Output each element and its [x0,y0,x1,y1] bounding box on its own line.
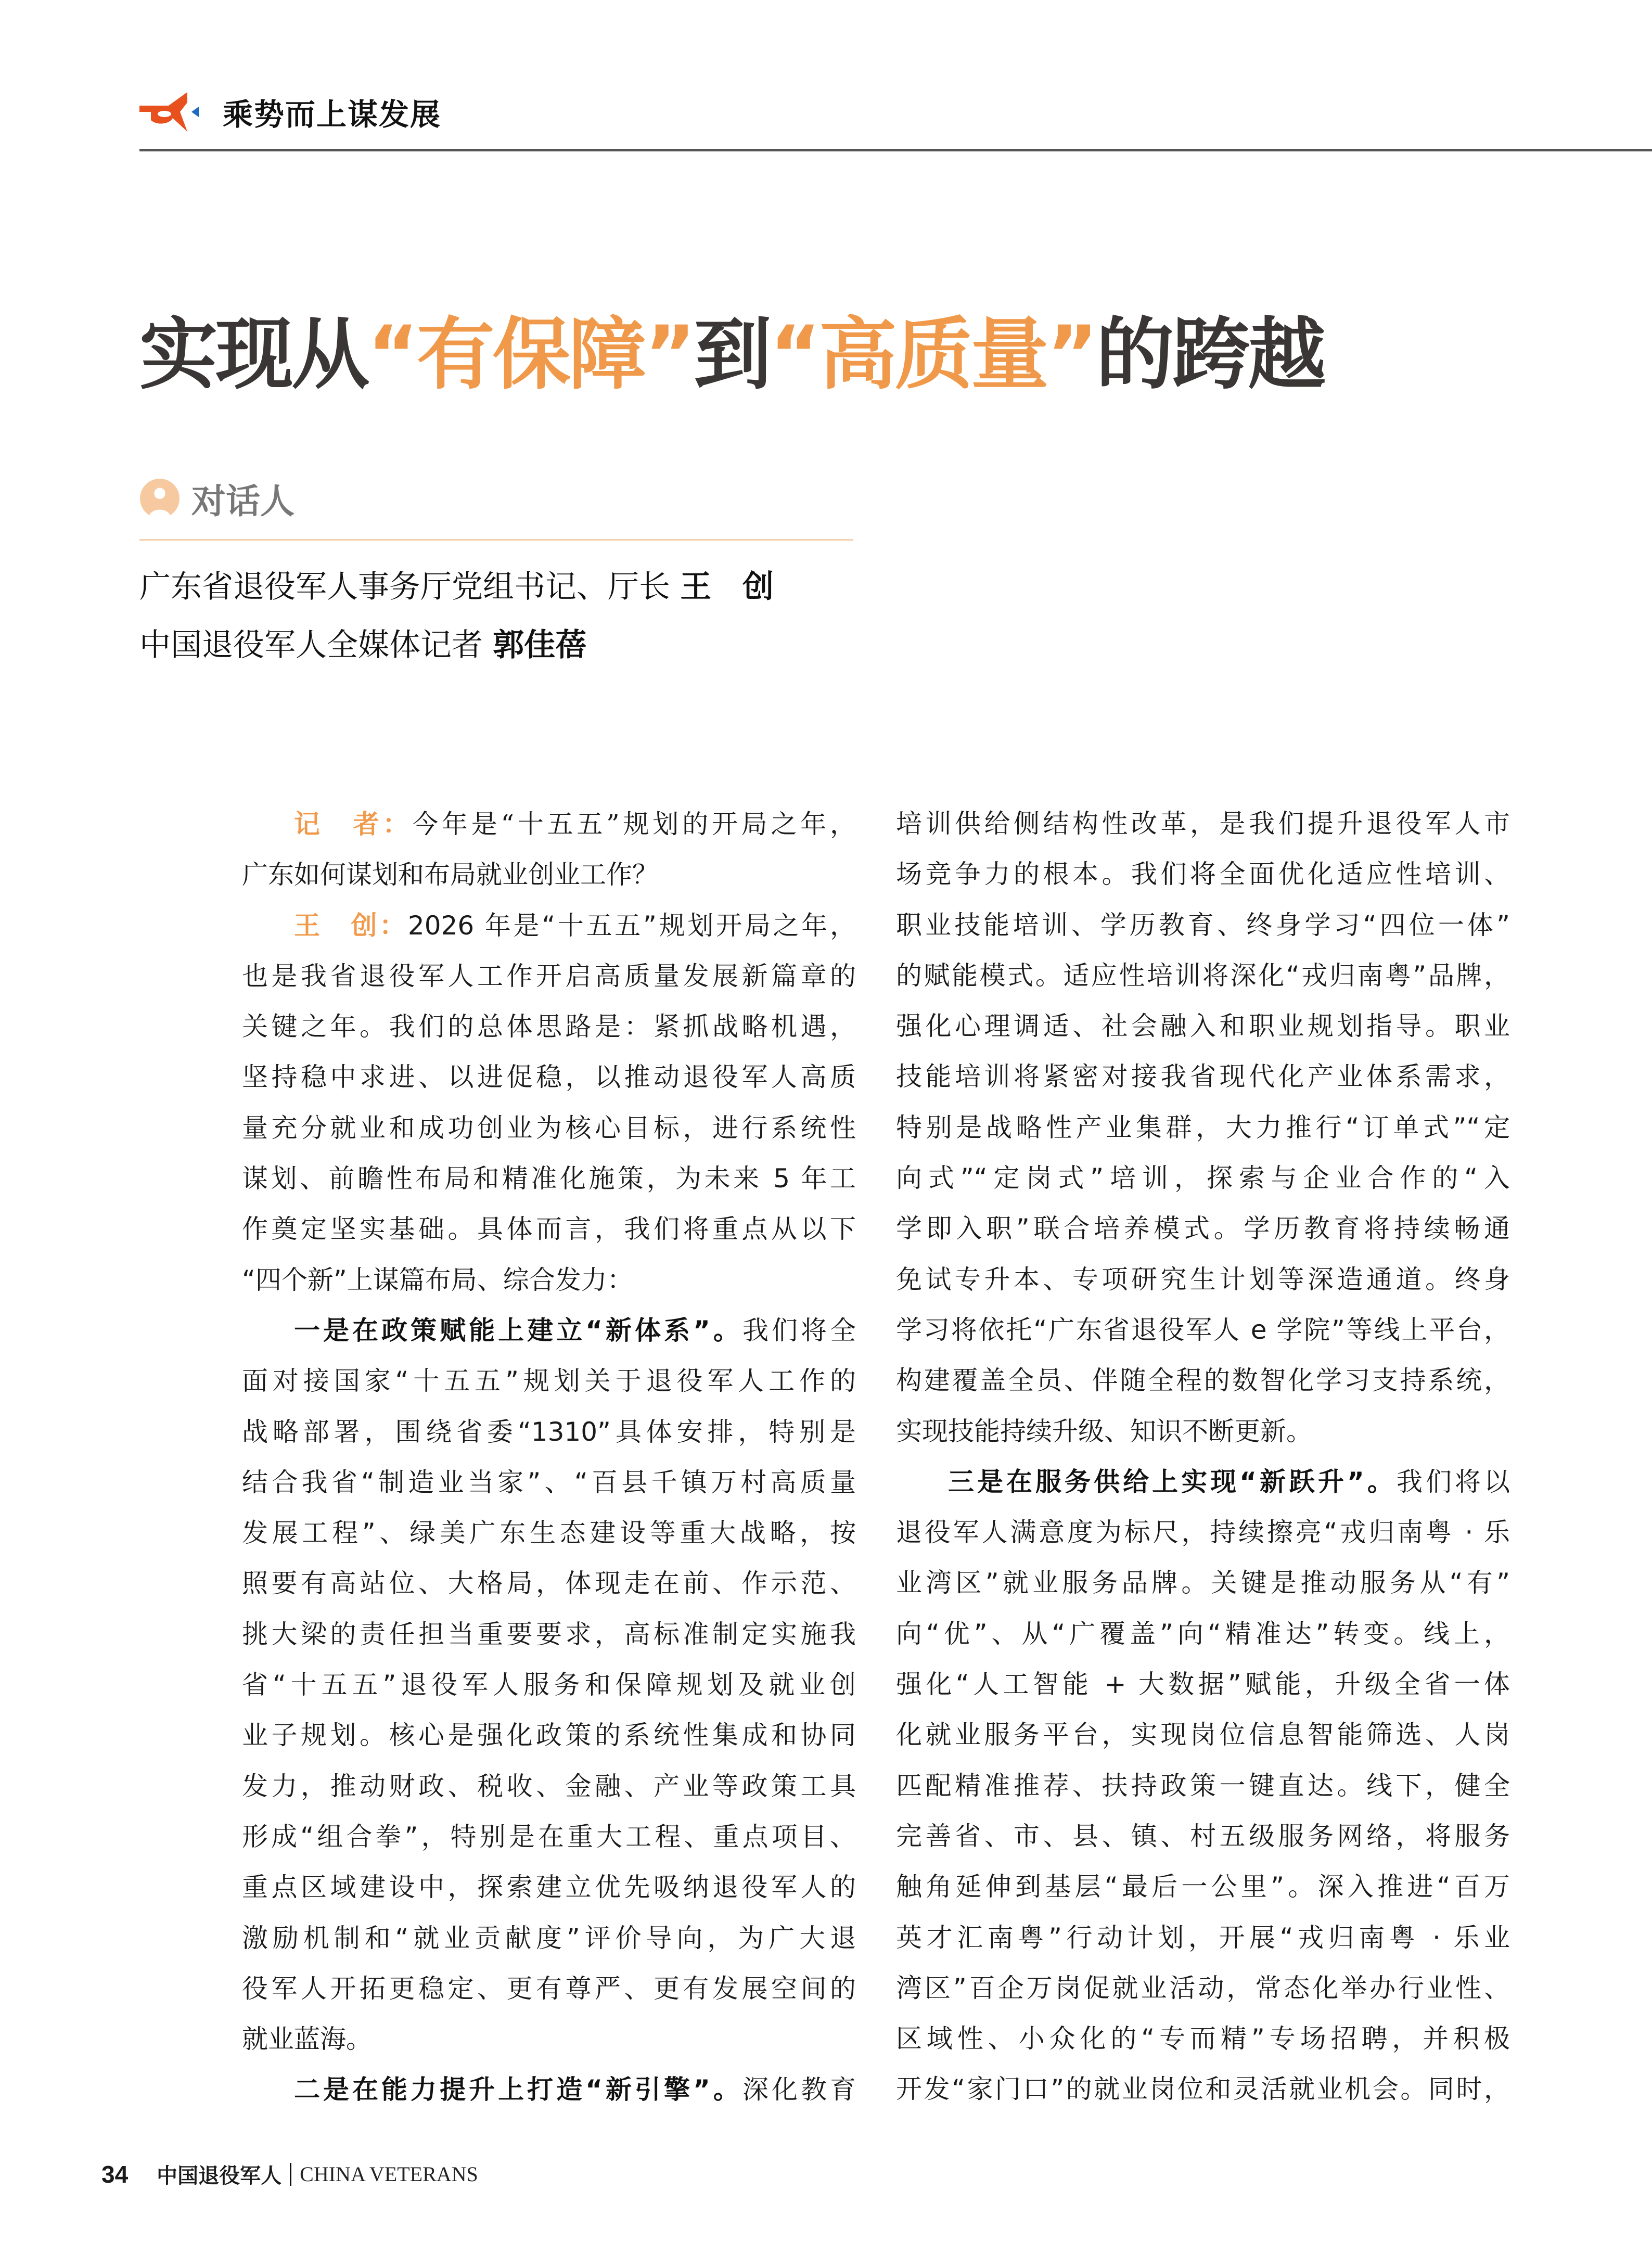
line-text: 业湾区”就业服务品牌。关键是推动服务从“有” [896,1568,1510,1598]
line-text: 挑大梁的责任担当重要要求，高标准制定实施我 [242,1619,856,1649]
title-part: 到 [694,310,770,400]
line-text: 构建覆盖全员、伴随全程的数智化学习支持系统， [896,1365,1510,1396]
line-text: 形成“组合拳”，特别是在重大工程、重点项目、 [242,1821,856,1852]
text-line [242,1609,856,1660]
text-line [242,1508,856,1558]
text-line [242,1255,856,1305]
title-highlight: “有保障” [367,310,694,400]
line-text: 触角延伸到基层“最后一公里”。深入推进“百万 [896,1872,1510,1902]
line-text: 的赋能模式。适应性培训将深化“戎归南粤”品牌， [896,960,1510,991]
text-line [896,849,1510,900]
line-text: 强化心理调适、社会融入和职业规划指导。职业 [896,1011,1510,1042]
text-line [896,1761,1510,1811]
line-text: 免试专升本、专项研究生计划等深造通道。终身 [896,1264,1510,1295]
dialog-label: 对话人 [191,481,294,521]
paragraph [242,2065,856,2115]
line-text: 关键之年。我们的总体思路是：紧抓战略机遇， [242,1011,856,1042]
line-text: 激励机制和“就业贡献度”评价导向，为广大退 [242,1923,856,1953]
line-text: 湾区”百企万岗促就业活动，常态化举办行业性、 [896,1972,1510,2003]
text-line [242,2014,856,2065]
text-line [896,1355,1510,1406]
line-text: 照要有高站位、大格局，体现走在前、作示范、 [242,1568,856,1599]
line-text: 向“优”、从“广覆盖”向“精准达”转变。线上， [896,1618,1510,1649]
line-text: 区域性、小众化的“专而精”专场招聘，并积极 [896,2023,1510,2054]
text-line [896,1406,1510,1457]
paragraph [242,901,856,1305]
text-line [896,1609,1510,1659]
paragraph [242,1305,856,2065]
text-line [242,1862,856,1913]
text-line [242,1052,856,1103]
line-text: 实现技能持续升级、知识不断更新。 [896,1416,1312,1446]
text-line [242,901,856,951]
line-text: 广东如何谋划和布局就业创业工作？ [242,860,658,890]
text-line [242,1913,856,1964]
paragraph [896,799,1510,1457]
line-text: 化就业服务平台，实现岗位信息智能筛选、人岗 [896,1720,1510,1750]
text-line [896,1659,1510,1710]
title-part: 实现从 [139,310,368,400]
text-line [896,2014,1510,2064]
text-line [242,850,856,900]
byline-role: 中国退役军人全媒体记者 [139,627,483,663]
byline-interviewee [139,562,774,607]
text-line [242,1407,856,1457]
text-line [896,1963,1510,2014]
text-line [242,1812,856,1862]
text-line [896,2064,1510,2115]
line-text: 谋划、前瞻性布局和精准化施策，为未来 5 年工 [242,1163,856,1194]
text-line [242,1356,856,1406]
text-line [896,1710,1510,1760]
line-text: 特别是战略性产业集群，大力推行“订单式”“定 [896,1112,1510,1143]
line-text: 完善省、市、县、镇、村五级服务网络，将服务 [896,1821,1510,1851]
speaker-label: 记 者： [294,809,413,839]
line-text: 战略部署，围绕省委“1310”具体安排，特别是 [242,1416,856,1447]
line-text: 重点区域建设中，探索建立优先吸纳退役军人的 [242,1872,856,1903]
byline-reporter [139,620,586,665]
speaker-label: 王 创： [294,910,408,941]
body-column-left [242,799,856,2116]
person-icon [139,478,180,519]
text-line [242,1710,856,1761]
header-divider [139,149,1652,151]
footer-separator [290,2163,291,2186]
line-text: 强化“人工智能 + 大数据”赋能，升级全省一体 [896,1669,1510,1700]
china-veterans-logo-icon [139,91,202,133]
text-line [896,951,1510,1001]
line-text: 匹配精准推荐、扶持政策一键直达。线下，健全 [896,1770,1510,1801]
line-text: 学习将依托“广东省退役军人 e 学院”等线上平台， [896,1314,1510,1345]
line-text: 学即入职”联合培养模式。学历教育将持续畅通 [896,1213,1510,1244]
text-line [242,1964,856,2014]
paragraph [896,1457,1510,2115]
text-line [896,1862,1510,1912]
text-line [896,900,1510,951]
text-line [896,1052,1510,1102]
text-line [242,1103,856,1154]
text-line [242,1204,856,1254]
byline-name: 王 创 [680,569,774,605]
line-text: 向式”“定岗式”培训，探索与企业合作的“入 [896,1163,1510,1194]
line-text: 我们将以 [1396,1466,1510,1497]
text-line [896,1811,1510,1862]
line-text: 发展工程”、绿美广东生态建设等重大战略，按 [242,1518,856,1548]
section-lead: 三是在服务供给上实现“新跃升”。 [948,1466,1397,1497]
text-line [896,1457,1510,1507]
line-text: 结合我省“制造业当家”、“百县千镇万村高质量 [242,1467,856,1497]
byline-name: 郭佳蓓 [493,627,587,663]
text-line [242,1761,856,1812]
title-part: 的跨越 [1096,310,1324,400]
section-label: 乘势而上谋发展 [223,97,442,132]
magazine-name-en: CHINA VETERANS [300,2162,478,2186]
text-line [242,1660,856,1710]
line-text: 今年是“十五五”规划的开局之年， [412,809,856,839]
text-line [896,1558,1510,1608]
page-number: 34 [101,2160,129,2188]
title-highlight: “高质量” [770,310,1096,400]
section-lead: 一是在政策赋能上建立“新体系”。 [294,1315,742,1346]
body-column-right [896,799,1510,2115]
text-line [896,1305,1510,1355]
text-line [896,1254,1510,1305]
text-line [896,1913,1510,1963]
paragraph [242,799,856,901]
article-title [139,312,1324,398]
text-line [896,1507,1510,1558]
line-text: 作奠定坚实基础。具体而言，我们将重点从以下 [242,1214,856,1245]
line-text: 也是我省退役军人工作开启高质量发展新篇章的 [242,960,856,991]
line-text: 技能培训将紧密对接我省现代化产业体系需求， [896,1061,1510,1092]
line-text: 业子规划。核心是强化政策的系统性集成和协同 [242,1720,856,1751]
line-text: 役军人开拓更稳定、更有尊严、更有发展空间的 [242,1973,856,2004]
line-text: 深化教育 [742,2074,856,2105]
line-text: 坚持稳中求进、以进促稳，以推动退役军人高质 [242,1062,856,1093]
text-line [242,951,856,1002]
line-text: 我们将全 [742,1315,856,1346]
line-text: “四个新”上谋篇布局、综合发力： [242,1264,633,1295]
line-text: 开发“家门口”的就业岗位和灵活就业机会。同时， [896,2074,1510,2105]
text-line [242,1305,856,1356]
text-line [896,1153,1510,1203]
text-line [242,1154,856,1204]
byline-role: 广东省退役军人事务厅党组书记、厅长 [139,569,670,605]
line-text: 英才汇南粤”行动计划，开展“戎归南粤 · 乐业 [896,1922,1510,1953]
line-text: 场竞争力的根本。我们将全面优化适应性培训、 [896,859,1510,890]
dialog-divider [139,539,853,541]
text-line [242,799,856,850]
line-text: 就业蓝海。 [242,2024,372,2055]
section-lead: 二是在能力提升上打造“新引擎”。 [294,2074,742,2105]
text-line [242,2065,856,2115]
line-text: 发力，推动财政、税收、金融、产业等政策工具 [242,1771,856,1801]
line-text: 面对接国家“十五五”规划关于退役军人工作的 [242,1366,856,1397]
text-line [896,1203,1510,1254]
text-line [896,1103,1510,1153]
line-text: 退役军人满意度为标尺，持续擦亮“戎归南粤 · 乐 [896,1517,1510,1548]
line-text: 职业技能培训、学历教育、终身学习“四位一体” [896,909,1510,940]
section-header [139,88,441,135]
line-text: 省“十五五”退役军人服务和保障规划及就业创 [242,1670,856,1700]
text-line [896,799,1510,849]
text-line [896,1001,1510,1052]
line-text: 培训供给侧结构性改革，是我们提升退役军人市 [896,809,1510,839]
line-text: 2026 年是“十五五”规划开局之年， [407,910,856,941]
text-line [242,1457,856,1508]
text-line [242,1002,856,1052]
magazine-name-cn: 中国退役军人 [157,2164,282,2188]
page-footer [101,2159,478,2189]
dialog-heading [139,473,294,523]
text-line [242,1558,856,1609]
line-text: 量充分就业和成功创业为核心目标，进行系统性 [242,1112,856,1143]
